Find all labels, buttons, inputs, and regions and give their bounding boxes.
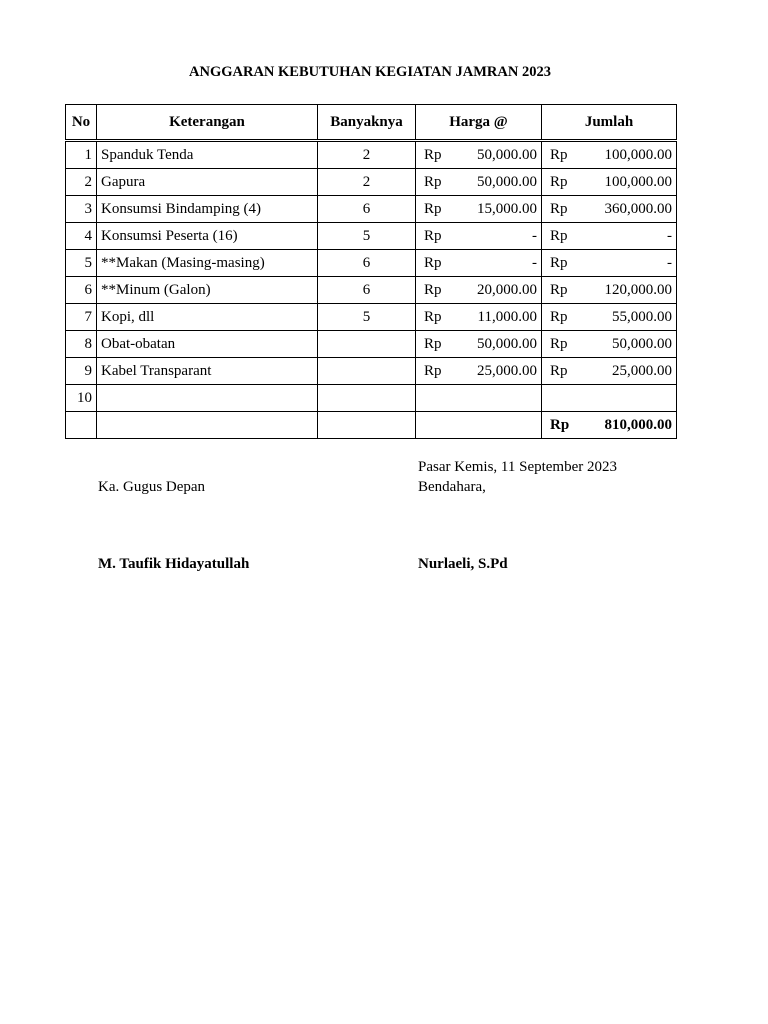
- row-harga: [416, 223, 542, 250]
- header-no: No: [66, 105, 97, 141]
- row-jumlah: [542, 223, 677, 250]
- table-row: [66, 358, 677, 385]
- row-harga: [416, 385, 542, 412]
- row-keterangan: Kabel Transparant: [97, 358, 318, 385]
- row-no: 4: [66, 223, 97, 250]
- table-row: [66, 385, 677, 412]
- table-header-row: [66, 105, 677, 141]
- row-harga-currency: Rp: [424, 335, 442, 352]
- row-harga: [416, 250, 542, 277]
- row-keterangan: Obat-obatan: [97, 331, 318, 358]
- row-keterangan: Kopi, dll: [97, 304, 318, 331]
- row-harga-currency: Rp: [424, 308, 442, 325]
- grand-total-cell: [542, 412, 677, 439]
- table-row: [66, 223, 677, 250]
- grand-total-amount: 810,000.00: [604, 416, 672, 433]
- row-banyaknya: [318, 385, 416, 412]
- row-keterangan: Gapura: [97, 169, 318, 196]
- row-harga-amount: 50,000.00: [477, 173, 537, 190]
- table-row: [66, 141, 677, 169]
- row-keterangan: **Minum (Galon): [97, 277, 318, 304]
- row-harga-currency: Rp: [424, 227, 442, 244]
- row-banyaknya: 5: [318, 304, 416, 331]
- row-banyaknya: 2: [318, 169, 416, 196]
- grand-total-row: [66, 412, 677, 439]
- row-jumlah-currency: Rp: [550, 146, 568, 163]
- row-harga-currency: Rp: [424, 200, 442, 217]
- row-harga-amount: -: [532, 227, 537, 244]
- row-harga-amount: -: [532, 254, 537, 271]
- row-no: 7: [66, 304, 97, 331]
- row-no: 9: [66, 358, 97, 385]
- row-jumlah: [542, 385, 677, 412]
- row-jumlah-amount: 25,000.00: [612, 362, 672, 379]
- row-keterangan: Spanduk Tenda: [97, 141, 318, 169]
- row-no: 2: [66, 169, 97, 196]
- row-jumlah-amount: 360,000.00: [604, 200, 672, 217]
- right-signer-name: Nurlaeli, S.Pd: [418, 556, 508, 572]
- row-harga: [416, 304, 542, 331]
- left-signer-role: Ka. Gugus Depan: [98, 479, 206, 495]
- row-jumlah-amount: -: [667, 254, 672, 271]
- table-row: [66, 277, 677, 304]
- row-no: 10: [66, 385, 97, 412]
- row-harga-currency: Rp: [424, 362, 442, 379]
- row-banyaknya: 5: [318, 223, 416, 250]
- row-jumlah: [542, 169, 677, 196]
- header-banyaknya: Banyaknya: [318, 105, 416, 141]
- row-banyaknya: 6: [318, 277, 416, 304]
- budget-table: [65, 104, 677, 439]
- row-harga-amount: 15,000.00: [477, 200, 537, 217]
- row-harga-currency: Rp: [424, 281, 442, 298]
- row-jumlah-currency: Rp: [550, 254, 568, 271]
- total-empty-keterangan: [97, 412, 318, 439]
- row-harga: [416, 169, 542, 196]
- header-keterangan: Keterangan: [97, 105, 318, 141]
- row-jumlah-currency: Rp: [550, 173, 568, 190]
- row-jumlah-amount: 100,000.00: [604, 173, 672, 190]
- row-keterangan: **Makan (Masing-masing): [97, 250, 318, 277]
- total-empty-no: [66, 412, 97, 439]
- row-jumlah-amount: -: [667, 227, 672, 244]
- table-row: [66, 250, 677, 277]
- row-harga: [416, 358, 542, 385]
- row-no: 1: [66, 141, 97, 169]
- row-jumlah-currency: Rp: [550, 281, 568, 298]
- total-empty-harga: [416, 412, 542, 439]
- table-body: [66, 141, 677, 412]
- row-harga-amount: 25,000.00: [477, 362, 537, 379]
- row-harga: [416, 331, 542, 358]
- header-harga: Harga @: [416, 105, 542, 141]
- row-harga: [416, 196, 542, 223]
- row-no: 5: [66, 250, 97, 277]
- document-title: ANGGARAN KEBUTUHAN KEGIATAN JAMRAN 2023: [189, 64, 551, 80]
- row-jumlah: [542, 141, 677, 169]
- row-jumlah-currency: Rp: [550, 335, 568, 352]
- row-harga-currency: Rp: [424, 173, 442, 190]
- right-signer-role: Bendahara,: [418, 479, 486, 495]
- row-harga-amount: 50,000.00: [477, 146, 537, 163]
- row-banyaknya: 6: [318, 196, 416, 223]
- row-no: 8: [66, 331, 97, 358]
- grand-total-currency: Rp: [550, 416, 570, 433]
- row-jumlah: [542, 277, 677, 304]
- row-banyaknya: [318, 358, 416, 385]
- row-harga: [416, 141, 542, 169]
- table-row: [66, 331, 677, 358]
- row-jumlah: [542, 250, 677, 277]
- table-row: [66, 169, 677, 196]
- row-jumlah-currency: Rp: [550, 200, 568, 217]
- table-row: [66, 196, 677, 223]
- row-banyaknya: [318, 331, 416, 358]
- row-no: 6: [66, 277, 97, 304]
- row-jumlah-currency: Rp: [550, 227, 568, 244]
- row-jumlah-amount: 50,000.00: [612, 335, 672, 352]
- row-jumlah-amount: 120,000.00: [604, 281, 672, 298]
- row-keterangan: [97, 385, 318, 412]
- row-banyaknya: 2: [318, 141, 416, 169]
- row-jumlah: [542, 196, 677, 223]
- left-signer-name: M. Taufik Hidayatullah: [98, 556, 250, 572]
- row-harga-amount: 20,000.00: [477, 281, 537, 298]
- row-jumlah-amount: 55,000.00: [612, 308, 672, 325]
- row-harga: [416, 277, 542, 304]
- row-harga-currency: Rp: [424, 146, 442, 163]
- row-keterangan: Konsumsi Bindamping (4): [97, 196, 318, 223]
- row-harga-amount: 50,000.00: [477, 335, 537, 352]
- row-banyaknya: 6: [318, 250, 416, 277]
- row-no: 3: [66, 196, 97, 223]
- row-jumlah-currency: Rp: [550, 362, 568, 379]
- row-harga-currency: Rp: [424, 254, 442, 271]
- row-jumlah: [542, 304, 677, 331]
- row-jumlah-amount: 100,000.00: [604, 146, 672, 163]
- row-jumlah-currency: Rp: [550, 308, 568, 325]
- row-jumlah: [542, 358, 677, 385]
- row-keterangan: Konsumsi Peserta (16): [97, 223, 318, 250]
- row-jumlah: [542, 331, 677, 358]
- row-harga-amount: 11,000.00: [477, 308, 537, 325]
- table-row: [66, 304, 677, 331]
- total-empty-banyaknya: [318, 412, 416, 439]
- header-jumlah: Jumlah: [542, 105, 677, 141]
- place-date: Pasar Kemis, 11 September 2023: [418, 459, 617, 475]
